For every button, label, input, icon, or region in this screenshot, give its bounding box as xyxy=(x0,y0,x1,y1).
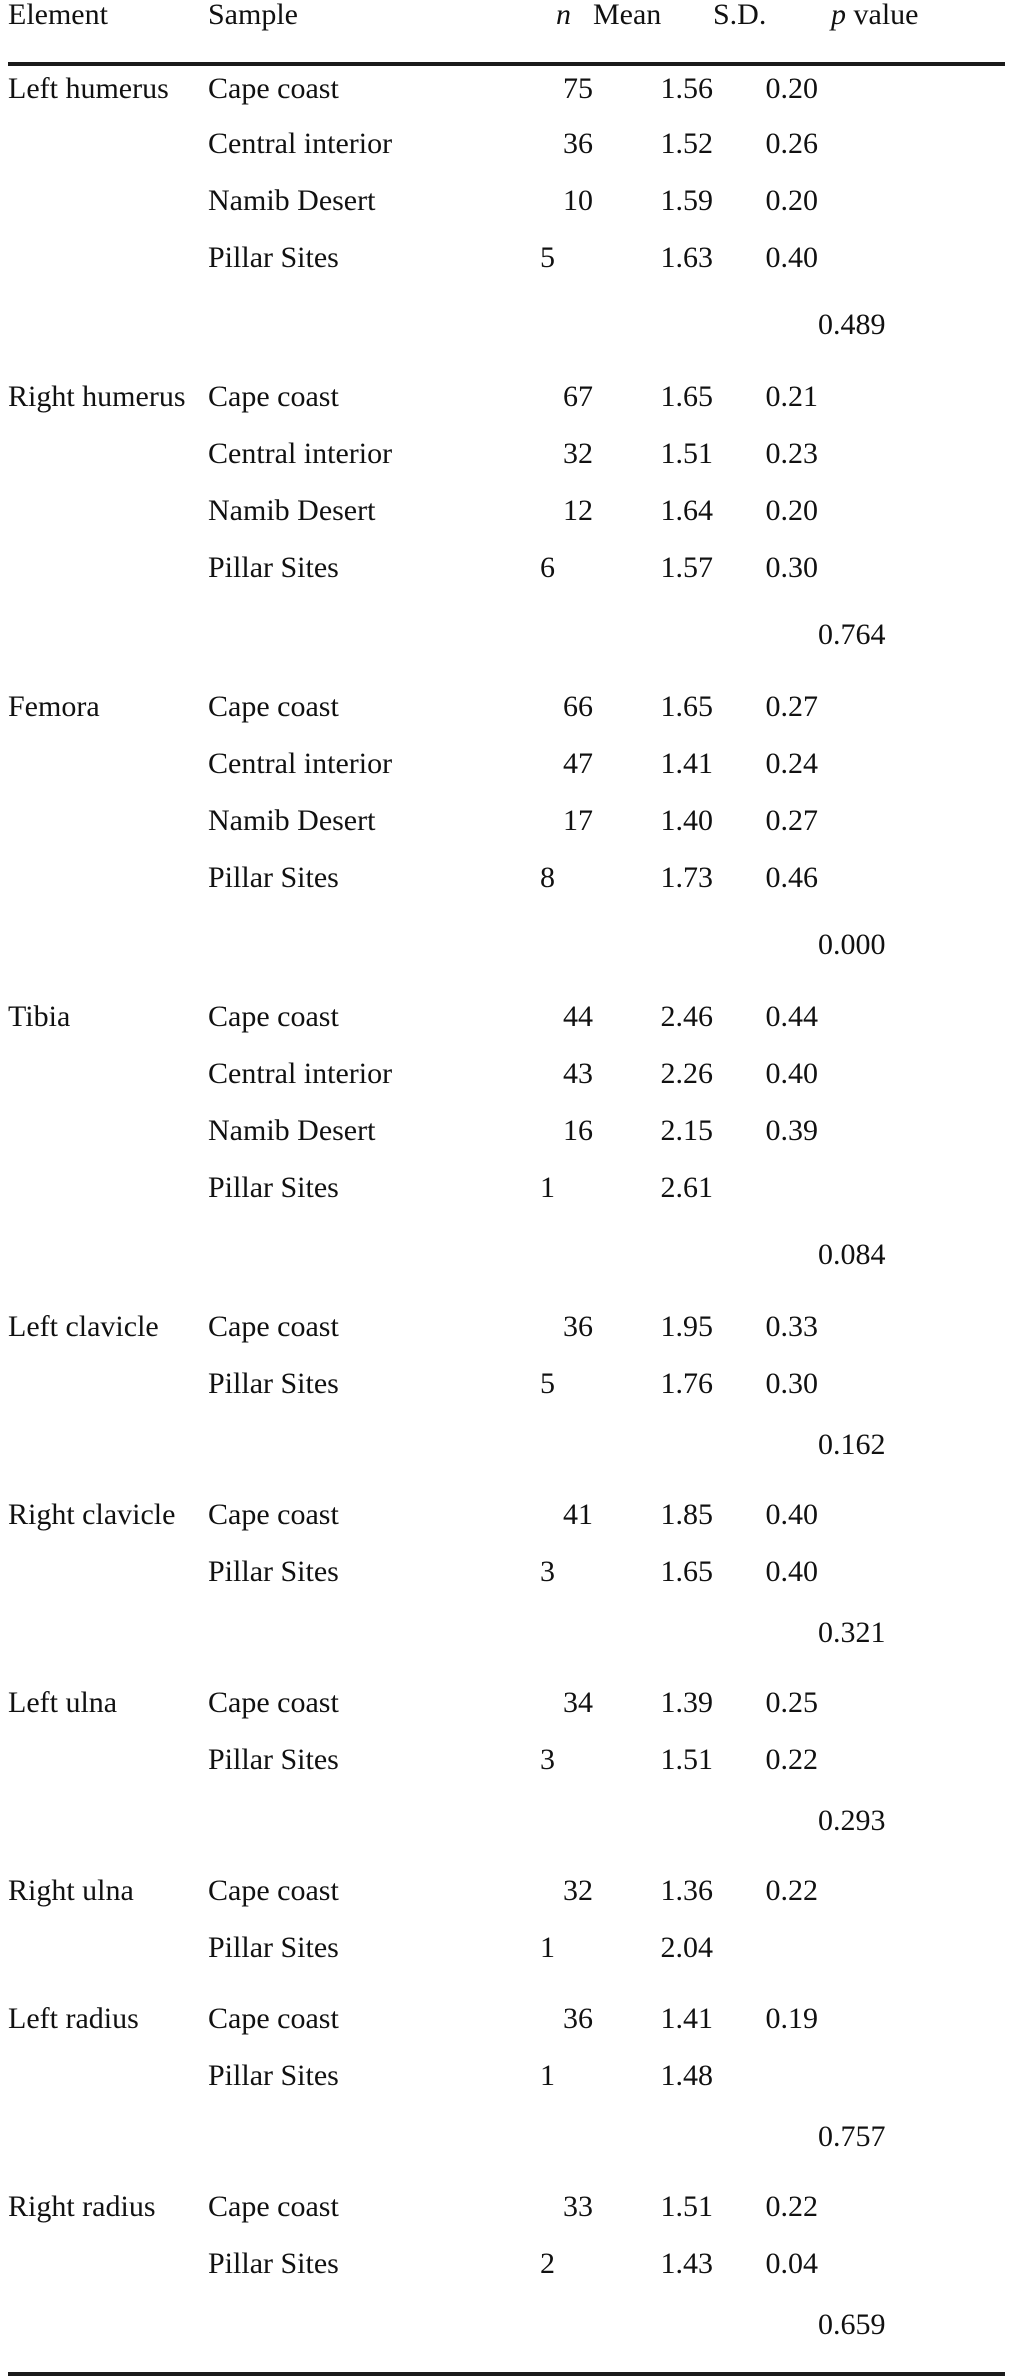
table-row xyxy=(8,1051,1005,1108)
cell-p-value-empty xyxy=(818,1290,1005,1361)
cell-element-empty xyxy=(8,1794,208,1854)
p-value-row xyxy=(8,292,1005,360)
cell-p-value-empty xyxy=(818,235,1005,292)
cell-element-empty xyxy=(8,1606,208,1666)
p-value-row xyxy=(8,912,1005,980)
cell-p-value-empty xyxy=(818,1925,1005,1982)
cell-sd xyxy=(713,1925,818,1982)
cell-mean: 1.65 xyxy=(660,690,713,723)
table-row xyxy=(8,1737,1005,1794)
cell-element: Right clavicle xyxy=(8,1498,176,1531)
cell-sd-empty xyxy=(713,2110,818,2170)
cell-element: Right ulna xyxy=(8,1874,134,1907)
cell-n-empty xyxy=(493,1794,593,1854)
cell-n: 6 xyxy=(540,551,555,584)
cell-p-value: 0.321 xyxy=(818,1616,886,1649)
cell-sd: 0.21 xyxy=(765,380,818,413)
table-row xyxy=(8,2053,1005,2110)
cell-element: Left humerus xyxy=(8,72,169,105)
cell-element-continuation xyxy=(8,121,208,178)
cell-n-empty xyxy=(493,912,593,980)
cell-p-value: 0.162 xyxy=(818,1428,886,1461)
cell-element-continuation xyxy=(8,1361,208,1418)
p-value-row xyxy=(8,1606,1005,1666)
cell-n: 41 xyxy=(563,1498,593,1531)
cell-sample: Pillar Sites xyxy=(208,241,339,274)
table-row xyxy=(8,1854,1005,1925)
cell-n: 75 xyxy=(563,72,593,105)
cell-sd: 0.27 xyxy=(765,804,818,837)
cell-sd: 0.46 xyxy=(765,861,818,894)
cell-element-empty xyxy=(8,2110,208,2170)
cell-n: 5 xyxy=(540,1367,555,1400)
cell-sample-empty xyxy=(208,912,493,980)
table-row xyxy=(8,178,1005,235)
cell-p-value-empty xyxy=(818,545,1005,602)
cell-sd: 0.27 xyxy=(765,690,818,723)
cell-sd-empty xyxy=(713,1606,818,1666)
table-row xyxy=(8,798,1005,855)
cell-sample: Central interior xyxy=(208,1057,393,1090)
cell-sample: Cape coast xyxy=(208,1310,339,1343)
column-header-n-label: n xyxy=(556,0,571,31)
cell-sample-empty xyxy=(208,602,493,670)
cell-element-continuation xyxy=(8,545,208,602)
cell-p-value-empty xyxy=(818,431,1005,488)
cell-n: 2 xyxy=(540,2247,555,2280)
cell-mean-empty xyxy=(593,912,713,980)
cell-sd: 0.23 xyxy=(765,437,818,470)
cell-sample: Central interior xyxy=(208,127,393,160)
cell-n: 10 xyxy=(563,184,593,217)
cell-sample: Pillar Sites xyxy=(208,1367,339,1400)
cell-p-value-empty xyxy=(818,1108,1005,1165)
cell-sample-empty xyxy=(208,2298,493,2358)
table-row xyxy=(8,741,1005,798)
table-row xyxy=(8,670,1005,741)
cell-sample: Pillar Sites xyxy=(208,1931,339,1964)
table-row xyxy=(8,980,1005,1051)
table-row xyxy=(8,1666,1005,1737)
cell-p-value-empty xyxy=(818,360,1005,431)
cell-element-empty xyxy=(8,2298,208,2358)
cell-n: 3 xyxy=(540,1743,555,1776)
cell-element: Right radius xyxy=(8,2190,156,2223)
cell-p-value-empty xyxy=(818,2053,1005,2110)
cell-element-continuation xyxy=(8,235,208,292)
cell-element-continuation xyxy=(8,1108,208,1165)
cell-n: 1 xyxy=(540,1171,555,1204)
cell-sd: 0.40 xyxy=(765,241,818,274)
cell-element-continuation xyxy=(8,798,208,855)
cell-element-continuation xyxy=(8,855,208,912)
cell-sample: Namib Desert xyxy=(208,184,376,217)
table-row xyxy=(8,360,1005,431)
cell-mean: 1.48 xyxy=(660,2059,713,2092)
cell-n: 36 xyxy=(563,1310,593,1343)
cell-p-value-empty xyxy=(818,2170,1005,2241)
cell-p-value-empty xyxy=(818,2241,1005,2298)
cell-p-value: 0.000 xyxy=(818,928,886,961)
table-row xyxy=(8,2170,1005,2241)
cell-element-continuation xyxy=(8,488,208,545)
cell-n: 17 xyxy=(563,804,593,837)
statistics-table xyxy=(8,0,1005,2376)
header-row xyxy=(8,0,1005,62)
cell-n: 67 xyxy=(563,380,593,413)
cell-sd: 0.26 xyxy=(765,127,818,160)
cell-mean: 1.76 xyxy=(660,1367,713,1400)
cell-p-value: 0.659 xyxy=(818,2308,886,2341)
cell-element: Left clavicle xyxy=(8,1310,159,1343)
cell-n-empty xyxy=(493,602,593,670)
cell-p-value-empty xyxy=(818,670,1005,741)
cell-sd: 0.22 xyxy=(765,1743,818,1776)
cell-mean: 1.52 xyxy=(660,127,713,160)
cell-p-value-empty xyxy=(818,1666,1005,1737)
column-header-n xyxy=(493,0,593,62)
cell-sample: Pillar Sites xyxy=(208,2247,339,2280)
cell-element-continuation xyxy=(8,431,208,488)
cell-n-empty xyxy=(493,1418,593,1478)
cell-n-empty xyxy=(493,2298,593,2358)
table-header xyxy=(8,0,1005,64)
p-value-row xyxy=(8,1418,1005,1478)
cell-n: 36 xyxy=(563,2002,593,2035)
cell-p-value-empty xyxy=(818,1549,1005,1606)
cell-mean: 1.64 xyxy=(660,494,713,527)
column-header-p-value xyxy=(818,0,1005,62)
cell-mean: 1.51 xyxy=(660,1743,713,1776)
cell-mean: 1.51 xyxy=(660,437,713,470)
cell-sample: Namib Desert xyxy=(208,1114,376,1147)
cell-mean: 2.46 xyxy=(660,1000,713,1033)
cell-sd: 0.40 xyxy=(765,1498,818,1531)
table-row xyxy=(8,855,1005,912)
cell-sample-empty xyxy=(208,2110,493,2170)
cell-p-value-empty xyxy=(818,980,1005,1051)
cell-mean: 1.43 xyxy=(660,2247,713,2280)
cell-sd-empty xyxy=(713,912,818,980)
cell-mean: 1.39 xyxy=(660,1686,713,1719)
cell-element-empty xyxy=(8,602,208,670)
cell-n: 44 xyxy=(563,1000,593,1033)
table-row xyxy=(8,1925,1005,1982)
cell-mean-empty xyxy=(593,602,713,670)
cell-p-value-empty xyxy=(818,121,1005,178)
cell-sample: Pillar Sites xyxy=(208,1743,339,1776)
cell-mean: 1.95 xyxy=(660,1310,713,1343)
cell-p-value-empty xyxy=(818,1737,1005,1794)
table-row xyxy=(8,488,1005,545)
cell-mean: 1.65 xyxy=(660,380,713,413)
table-row xyxy=(8,1478,1005,1549)
cell-sample-empty xyxy=(208,292,493,360)
cell-sd: 0.22 xyxy=(765,1874,818,1907)
cell-n: 47 xyxy=(563,747,593,780)
cell-n: 43 xyxy=(563,1057,593,1090)
cell-mean: 2.04 xyxy=(660,1931,713,1964)
cell-n: 33 xyxy=(563,2190,593,2223)
cell-element-empty xyxy=(8,292,208,360)
cell-sd: 0.44 xyxy=(765,1000,818,1033)
cell-mean: 1.36 xyxy=(660,1874,713,1907)
cell-mean: 1.65 xyxy=(660,1555,713,1588)
column-header-p-italic: p xyxy=(831,0,846,31)
cell-sd xyxy=(713,1165,818,1222)
cell-p-value: 0.764 xyxy=(818,618,886,651)
cell-sd: 0.20 xyxy=(765,184,818,217)
cell-sample: Pillar Sites xyxy=(208,2059,339,2092)
cell-n: 16 xyxy=(563,1114,593,1147)
cell-element-empty xyxy=(8,912,208,980)
cell-n: 3 xyxy=(540,1555,555,1588)
table-row xyxy=(8,121,1005,178)
table-row xyxy=(8,1165,1005,1222)
cell-p-value-empty xyxy=(818,64,1005,121)
cell-sd: 0.39 xyxy=(765,1114,818,1147)
cell-element-continuation xyxy=(8,1549,208,1606)
cell-sample: Pillar Sites xyxy=(208,861,339,894)
cell-element-empty xyxy=(8,1418,208,1478)
cell-element-continuation xyxy=(8,1737,208,1794)
cell-sd: 0.30 xyxy=(765,1367,818,1400)
column-header-mean: Mean xyxy=(593,0,662,31)
cell-mean: 2.61 xyxy=(660,1171,713,1204)
cell-n-empty xyxy=(493,1222,593,1290)
cell-p-value: 0.489 xyxy=(818,308,886,341)
cell-sample: Cape coast xyxy=(208,690,339,723)
cell-sd xyxy=(713,2053,818,2110)
cell-mean-empty xyxy=(593,2298,713,2358)
cell-element-continuation xyxy=(8,1051,208,1108)
table-row xyxy=(8,1549,1005,1606)
cell-p-value: 0.084 xyxy=(818,1238,886,1271)
cell-element-continuation xyxy=(8,1925,208,1982)
cell-element: Right humerus xyxy=(8,380,186,413)
cell-mean-empty xyxy=(593,2110,713,2170)
cell-sample: Namib Desert xyxy=(208,494,376,527)
cell-mean: 2.15 xyxy=(660,1114,713,1147)
cell-sample: Cape coast xyxy=(208,1000,339,1033)
cell-sample-empty xyxy=(208,1418,493,1478)
table-row xyxy=(8,431,1005,488)
cell-sample: Central interior xyxy=(208,747,393,780)
cell-sample: Cape coast xyxy=(208,1874,339,1907)
cell-p-value-empty xyxy=(818,1854,1005,1925)
cell-sd-empty xyxy=(713,1794,818,1854)
cell-sample: Pillar Sites xyxy=(208,1171,339,1204)
table-row xyxy=(8,1361,1005,1418)
p-value-row xyxy=(8,2110,1005,2170)
cell-p-value-empty xyxy=(818,1165,1005,1222)
cell-sd-empty xyxy=(713,602,818,670)
table-row xyxy=(8,545,1005,602)
cell-sample-empty xyxy=(208,1794,493,1854)
p-value-row xyxy=(8,2298,1005,2358)
cell-sd: 0.24 xyxy=(765,747,818,780)
cell-mean: 1.41 xyxy=(660,747,713,780)
bottom-spacer-cell xyxy=(8,2358,1005,2374)
cell-n: 1 xyxy=(540,1931,555,1964)
cell-n: 1 xyxy=(540,2059,555,2092)
column-header-sample: Sample xyxy=(208,0,298,31)
cell-element-continuation xyxy=(8,178,208,235)
cell-mean: 1.41 xyxy=(660,2002,713,2035)
cell-element-continuation xyxy=(8,1165,208,1222)
table-row xyxy=(8,1290,1005,1361)
cell-n: 66 xyxy=(563,690,593,723)
cell-sample: Pillar Sites xyxy=(208,551,339,584)
cell-sample: Cape coast xyxy=(208,2190,339,2223)
cell-sd: 0.33 xyxy=(765,1310,818,1343)
column-header-p-rest: value xyxy=(846,0,919,31)
cell-mean-empty xyxy=(593,1418,713,1478)
p-value-row xyxy=(8,1794,1005,1854)
cell-element-empty xyxy=(8,1222,208,1290)
cell-p-value-empty xyxy=(818,798,1005,855)
cell-mean: 1.57 xyxy=(660,551,713,584)
p-value-row xyxy=(8,602,1005,670)
cell-sd: 0.20 xyxy=(765,72,818,105)
cell-p-value-empty xyxy=(818,1478,1005,1549)
cell-p-value: 0.757 xyxy=(818,2120,886,2153)
cell-n: 12 xyxy=(563,494,593,527)
cell-n: 8 xyxy=(540,861,555,894)
cell-sd: 0.20 xyxy=(765,494,818,527)
cell-sample: Cape coast xyxy=(208,380,339,413)
cell-p-value-empty xyxy=(818,855,1005,912)
cell-element-continuation xyxy=(8,741,208,798)
cell-p-value-empty xyxy=(818,1361,1005,1418)
cell-p-value-empty xyxy=(818,1051,1005,1108)
cell-sample-empty xyxy=(208,1606,493,1666)
cell-mean: 1.40 xyxy=(660,804,713,837)
cell-element-continuation xyxy=(8,2053,208,2110)
cell-element: Left ulna xyxy=(8,1686,118,1719)
cell-sample: Cape coast xyxy=(208,2002,339,2035)
table-row xyxy=(8,1982,1005,2053)
cell-sd: 0.30 xyxy=(765,551,818,584)
cell-p-value: 0.293 xyxy=(818,1804,886,1837)
table-row xyxy=(8,235,1005,292)
cell-mean: 2.26 xyxy=(660,1057,713,1090)
cell-n: 36 xyxy=(563,127,593,160)
cell-n-empty xyxy=(493,292,593,360)
cell-element: Tibia xyxy=(8,1000,71,1033)
cell-mean: 1.63 xyxy=(660,241,713,274)
cell-mean: 1.56 xyxy=(660,72,713,105)
cell-mean-empty xyxy=(593,1606,713,1666)
cell-sample: Cape coast xyxy=(208,1498,339,1531)
p-value-row xyxy=(8,1222,1005,1290)
table-row xyxy=(8,2241,1005,2298)
cell-n-empty xyxy=(493,2110,593,2170)
cell-sd: 0.22 xyxy=(765,2190,818,2223)
cell-sd: 0.19 xyxy=(765,2002,818,2035)
cell-mean: 1.51 xyxy=(660,2190,713,2223)
cell-sd: 0.40 xyxy=(765,1555,818,1588)
cell-sd-empty xyxy=(713,1418,818,1478)
cell-p-value-empty xyxy=(818,1982,1005,2053)
cell-mean-empty xyxy=(593,1794,713,1854)
cell-sd-empty xyxy=(713,1222,818,1290)
cell-sample-empty xyxy=(208,1222,493,1290)
cell-element: Femora xyxy=(8,690,100,723)
cell-mean: 1.73 xyxy=(660,861,713,894)
cell-mean: 1.59 xyxy=(660,184,713,217)
table-body xyxy=(8,64,1005,2376)
cell-sd: 0.04 xyxy=(765,2247,818,2280)
cell-sd: 0.40 xyxy=(765,1057,818,1090)
cell-p-value-empty xyxy=(818,741,1005,798)
cell-p-value-empty xyxy=(818,178,1005,235)
cell-sample: Central interior xyxy=(208,437,393,470)
cell-sample: Cape coast xyxy=(208,1686,339,1719)
cell-sample: Pillar Sites xyxy=(208,1555,339,1588)
cell-sd: 0.25 xyxy=(765,1686,818,1719)
cell-n: 34 xyxy=(563,1686,593,1719)
cell-sample: Cape coast xyxy=(208,72,339,105)
cell-sd-empty xyxy=(713,2298,818,2358)
cell-sd-empty xyxy=(713,292,818,360)
table-row xyxy=(8,1108,1005,1165)
table-row xyxy=(8,64,1005,121)
cell-element-continuation xyxy=(8,2241,208,2298)
cell-element: Left radius xyxy=(8,2002,139,2035)
column-header-sd: S.D. xyxy=(713,0,767,31)
bottom-spacer xyxy=(8,2358,1005,2374)
column-header-element: Element xyxy=(8,0,108,31)
cell-n-empty xyxy=(493,1606,593,1666)
cell-n: 5 xyxy=(540,241,555,274)
cell-mean: 1.85 xyxy=(660,1498,713,1531)
cell-mean-empty xyxy=(593,1222,713,1290)
cell-n: 32 xyxy=(563,437,593,470)
cell-p-value-empty xyxy=(818,488,1005,545)
cell-sample: Namib Desert xyxy=(208,804,376,837)
cell-n: 32 xyxy=(563,1874,593,1907)
cell-mean-empty xyxy=(593,292,713,360)
